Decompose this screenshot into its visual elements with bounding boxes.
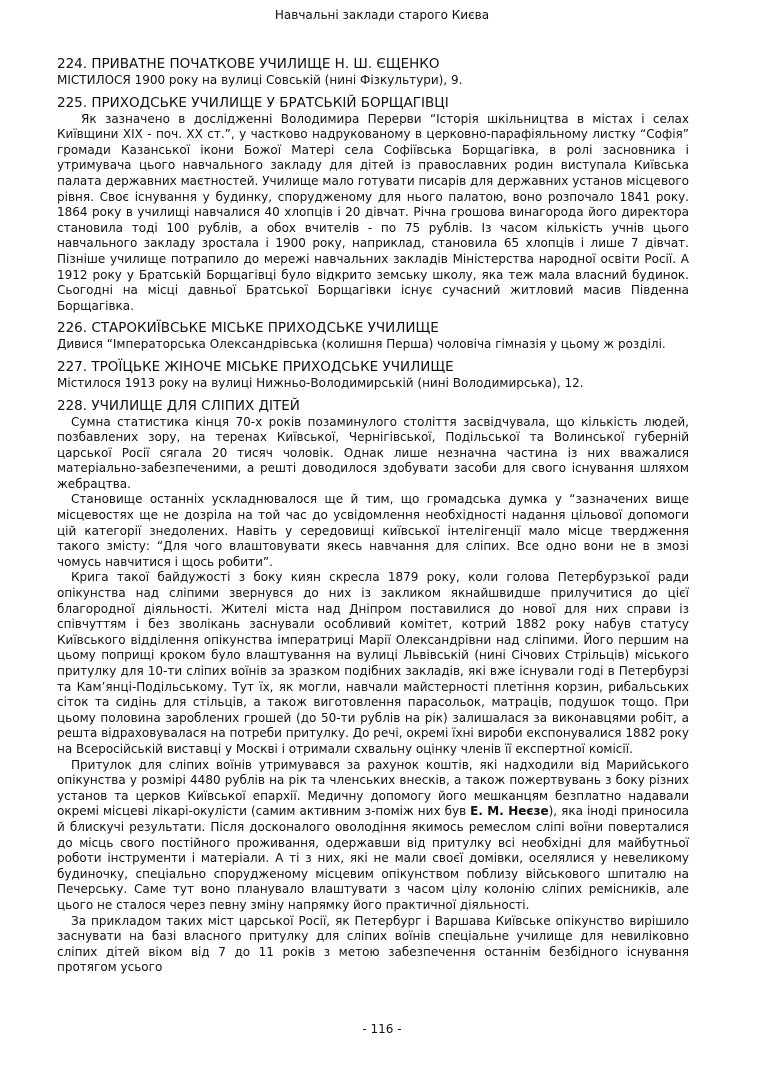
- paragraph: Крига такої байдужості з боку киян скресла 1879 року, коли голова Петербурзької ради опікунства над сліпими звернувся до них із закликом якнайшвидше прилучитися до цієї благородної діяльності. Жителі міста над Дніпром поставилися до нової для них справи із співчуттям і без зволікань заснували особливий комітет, котрий 1882 року набув статусу Київського відділення опікунства імператриці Марії Олександрівни над сліпими. Його першим на цьому поприщі кроком було влаштування на вулиці Львівській (нині Січових Стрільців) міського притулку для 10-ти сліпих воїнів за зразком подібних закладів, які вже існували годі в Петербурзі та Кам’янці-Подільському. Тут їх, як могли, навчали майстерності плетіння корзин, рибальських сіток та сидінь для стільців, а також виготовлення парасольок, матраців, подушок тощо. При цьому половина зароблених грошей (до 50-ти рублів на рік) залишалася за виконавцями робіт, а решта відраховувалася на потреби притулку. До речі, окремі їхні вироби експонувалися 1882 року на Всеросійській виставці у Москві і отримали схвальну оцінку членів її експертної комісії.: [57, 570, 689, 756]
- section-title: 227. ТРОЇЦЬКЕ ЖІНОЧЕ МІСЬКЕ ПРИХОДСЬКЕ УЧИЛИЩЕ: [57, 358, 454, 375]
- paragraph-shelter: [57, 758, 689, 914]
- section-226: [57, 320, 689, 353]
- paragraph: Як зазначено в дослідженні Володимира Перерви “Історія шкільництва в містах і селах Київщини XIX - поч. XX ст.”, у частково надрукованому в церковно-парафіяльному листку “Софія” громади Казанської ікони Божої Матері села Софіївська Борщагівка, в ролі засновника і утримувача цього навчального закладу для дітей із православних родин виступала Київська палата державних маєтностей. Училище мало готувати писарів для державних установ місцевого рівня. Своє існування у будинку, спорудженому для нього палатою, воно розпочало 1841 року. 1864 року в училищі навчалися 40 хлопців і 20 дівчат. Річна грошова винагорода його директора становила тоді 100 рублів, а обох вчителів - по 75 рублів. Із часом кількість учнів цього навчального закладу зростала і 1900 року, наприклад, становила 65 хлопців і лише 7 дівчат. Пізніше училище потрапило до мережі навчальних закладів Міністерства народної освіти Росії. А 1912 року у Братській Борщагівці було відкрито земську школу, яка теж мала власний будинок. Сьогодні на місці давньої Братської Борщагівки існує сучасний житловий масив Південна Борщагівка.: [57, 111, 689, 313]
- section-224: [57, 56, 689, 89]
- section-228: [57, 398, 689, 976]
- bold-name: Е. М. Неєзе: [470, 804, 549, 819]
- paragraph: Становище останніх ускладнювалося ще й тим, що громадська думка у “зазначених вище місцевостях ще не дозріла на той час до усвідомлення необхідності надання цільової допомоги цій категорії знедолених. Навіть у середовищі київської інтелігенції мало місце твердження такого змісту: “Для чого влаштовувати якесь навчання для сліпих. Все одно вони не в змозі чомусь навчитися і щось робити”.: [57, 492, 689, 569]
- section-title: 228. УЧИЛИЩЕ ДЛЯ СЛІПИХ ДІТЕЙ: [57, 397, 300, 414]
- page-content: [57, 56, 689, 982]
- section-title: 224. ПРИВАТНЕ ПОЧАТКОВЕ УЧИЛИЩЕ Н. Ш. ЄЩЕНКО: [57, 56, 440, 72]
- paragraph: Дивися “Імператорська Олександрівська (колишня Перша) чоловіча гімназія у цьому ж розділі.: [57, 337, 666, 352]
- paragraph: МІСТИЛОСЯ 1900 року на вулиці Совській (нині Фізкультури), 9.: [57, 73, 463, 87]
- section-title: 225. ПРИХОДСЬКЕ УЧИЛИЩЕ У БРАТСЬКІЙ БОРЩАГІВЦІ: [57, 94, 449, 111]
- text-run: Притулок для сліпих воїнів утримувався за рахунок коштів, які надходили від Марийського опікунства у розмірі 4480 рублів на рік та членських внесків, а також пожертвувань з боку різних установ та церков Київської епархії. Медичну допомогу його мешканцям безплатно надавали окремі місцеві лікарі-окулісти (самим активним з-поміж них був: [57, 757, 689, 819]
- paragraph: Містилося 1913 року на вулиці Нижньо-Володимирській (нині Володимирська), 12.: [57, 375, 584, 390]
- text-run: ), яка іноді приносила й блискучі результати. Після досконалого оволодіння якимось ремеслом сліпі воїни поверталися до місць свого постійного проживання, одержавши від притулку всі необхідні для майбутньої роботи інструменти і матеріали. А ті з них, які не мали своєї домівки, оселялися у невеликому будиночку, спеціально спорудженому місцевим опікунством поблизу військового шпиталю на Печерську. Саме тут воно планувало влаштувати з часом цілу колонію сліпих ремісників, але цього не сталося через певну зміну напрямку його практичної діяльності.: [57, 804, 690, 912]
- page-number: - 116 -: [362, 1022, 402, 1036]
- section-227: [57, 359, 689, 392]
- running-header: Навчальні заклади старого Києва: [274, 8, 490, 22]
- section-title: 226. СТАРОКИЇВСЬКЕ МІСЬКЕ ПРИХОДСЬКЕ УЧИЛИЩЕ: [57, 320, 439, 337]
- paragraph: За прикладом таких міст царської Росії, як Петербург і Варшава Київське опікунство вирішило заснувати на базі власного притулку для сліпих воїнів спеціальне училище для невиліковно сліпих дітей віком від 7 до 11 років з метою забезпечення останнім безбідного існування протягом усього: [57, 913, 689, 975]
- section-225: [57, 95, 689, 315]
- paragraph: Сумна статистика кінця 70-х років позаминулого століття засвідчувала, що кількість людей, позбавлених зору, на теренах Київської, Чернігівської, Подільської та Волинської губерній царської Росії сягала 20 тисяч чоловік. Однак лише незначна частина із них вважалися матеріально-забезпеченими, а решті доводилося здобувати засоби для свого існування шляхом жебрацтва.: [57, 414, 689, 491]
